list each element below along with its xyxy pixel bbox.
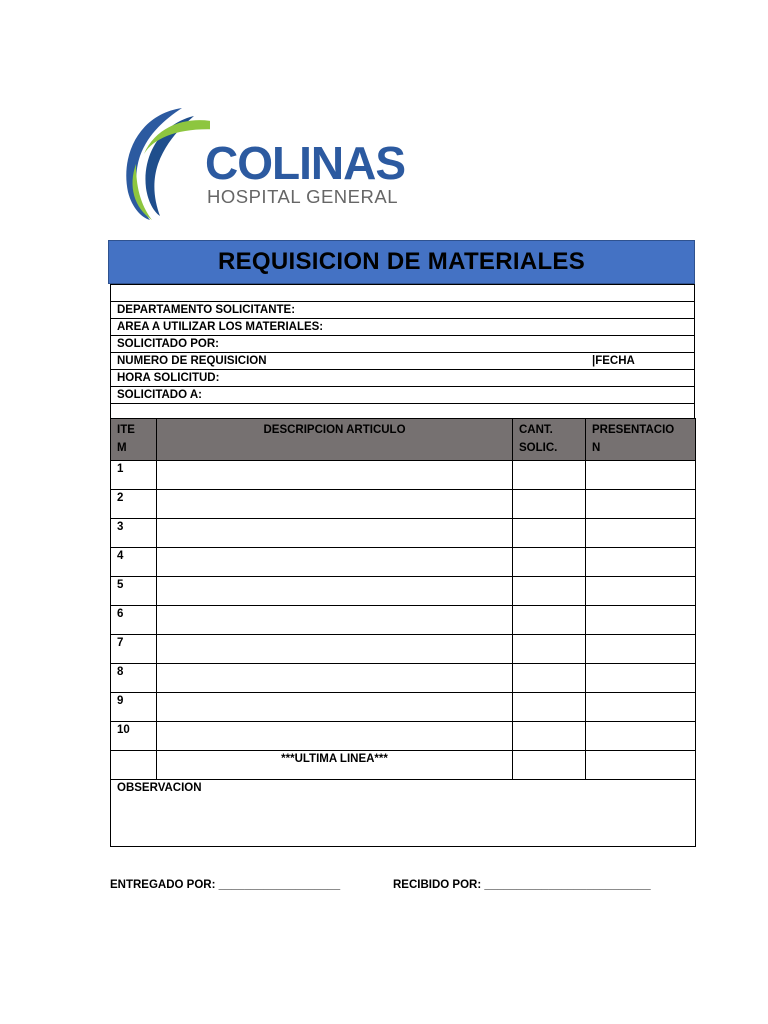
departamento-label: DEPARTAMENTO SOLICITANTE: — [111, 302, 695, 319]
presentacion-cell — [586, 606, 696, 635]
presentacion-cell — [586, 577, 696, 606]
solicitado-a-label: SOLICITADO A: — [111, 387, 695, 404]
descripcion-cell — [157, 664, 513, 693]
observacion-row — [111, 780, 696, 847]
info-row-solicitado-por — [111, 336, 695, 353]
item-number: 6 — [111, 606, 157, 635]
presentacion-cell — [586, 548, 696, 577]
last-line-row — [111, 751, 696, 780]
presentacion-cell — [586, 664, 696, 693]
items-table — [110, 418, 696, 847]
hospital-logo — [120, 104, 450, 222]
table-row — [111, 635, 696, 664]
cantidad-cell — [513, 461, 586, 490]
info-row-area — [111, 319, 695, 336]
solicitado-por-label: SOLICITADO POR: — [111, 336, 695, 353]
item-number: 3 — [111, 519, 157, 548]
last-line-label: ***ULTIMA LINEA*** — [157, 751, 513, 780]
descripcion-cell — [157, 693, 513, 722]
presentacion-cell — [586, 461, 696, 490]
table-row — [111, 722, 696, 751]
entregado-por: ENTREGADO POR: ___________________ — [110, 879, 341, 891]
cantidad-cell — [513, 722, 586, 751]
form-title-bar — [108, 240, 695, 284]
presentacion-cell — [586, 519, 696, 548]
descripcion-cell — [157, 606, 513, 635]
table-row — [111, 577, 696, 606]
descripcion-cell — [157, 577, 513, 606]
area-label: AREA A UTILIZAR LOS MATERIALES: — [111, 319, 695, 336]
descripcion-cell — [157, 548, 513, 577]
presentacion-cell — [586, 490, 696, 519]
item-number: 4 — [111, 548, 157, 577]
cantidad-cell — [513, 490, 586, 519]
descripcion-cell — [157, 519, 513, 548]
logo-swoosh-icon — [120, 104, 210, 222]
recibido-por: RECIBIDO POR: __________________________ — [393, 879, 651, 891]
cantidad-cell — [513, 693, 586, 722]
presentacion-cell — [586, 693, 696, 722]
descripcion-cell — [157, 635, 513, 664]
logo-name: COLINAS — [205, 137, 405, 189]
request-info-table — [110, 284, 695, 421]
table-row — [111, 490, 696, 519]
table-row — [111, 548, 696, 577]
cantidad-cell — [513, 606, 586, 635]
header-cantidad: CANT. SOLIC. — [513, 419, 586, 461]
fecha-label: |FECHA — [592, 354, 635, 367]
info-row-solicitado-a — [111, 387, 695, 404]
cantidad-cell — [513, 519, 586, 548]
hora-label: HORA SOLICITUD: — [111, 370, 695, 387]
items-body — [111, 461, 696, 751]
numero-label: NUMERO DE REQUISICION — [117, 354, 267, 367]
table-row — [111, 693, 696, 722]
item-number: 1 — [111, 461, 157, 490]
cantidad-cell — [513, 577, 586, 606]
cantidad-cell — [513, 548, 586, 577]
cantidad-cell — [513, 635, 586, 664]
presentacion-cell — [586, 722, 696, 751]
table-row — [111, 519, 696, 548]
header-presentacion: PRESENTACIO N — [586, 419, 696, 461]
info-row-numero — [111, 353, 695, 370]
item-number: 5 — [111, 577, 157, 606]
item-number: 2 — [111, 490, 157, 519]
table-row — [111, 461, 696, 490]
item-number: 10 — [111, 722, 157, 751]
logo-subtitle: HOSPITAL GENERAL — [207, 186, 398, 207]
item-number: 7 — [111, 635, 157, 664]
presentacion-cell — [586, 635, 696, 664]
table-row — [111, 606, 696, 635]
descripcion-cell — [157, 461, 513, 490]
observacion-label: OBSERVACION — [111, 780, 696, 847]
item-number: 8 — [111, 664, 157, 693]
descripcion-cell — [157, 490, 513, 519]
info-row-departamento — [111, 302, 695, 319]
items-header-row — [111, 419, 696, 461]
info-row-blank — [111, 285, 695, 302]
item-number: 9 — [111, 693, 157, 722]
info-row-hora — [111, 370, 695, 387]
table-row — [111, 664, 696, 693]
cantidad-cell — [513, 664, 586, 693]
descripcion-cell — [157, 722, 513, 751]
form-title: REQUISICION DE MATERIALES — [217, 248, 586, 275]
header-item: ITE M — [111, 419, 157, 461]
header-descripcion: DESCRIPCION ARTICULO — [157, 419, 513, 461]
